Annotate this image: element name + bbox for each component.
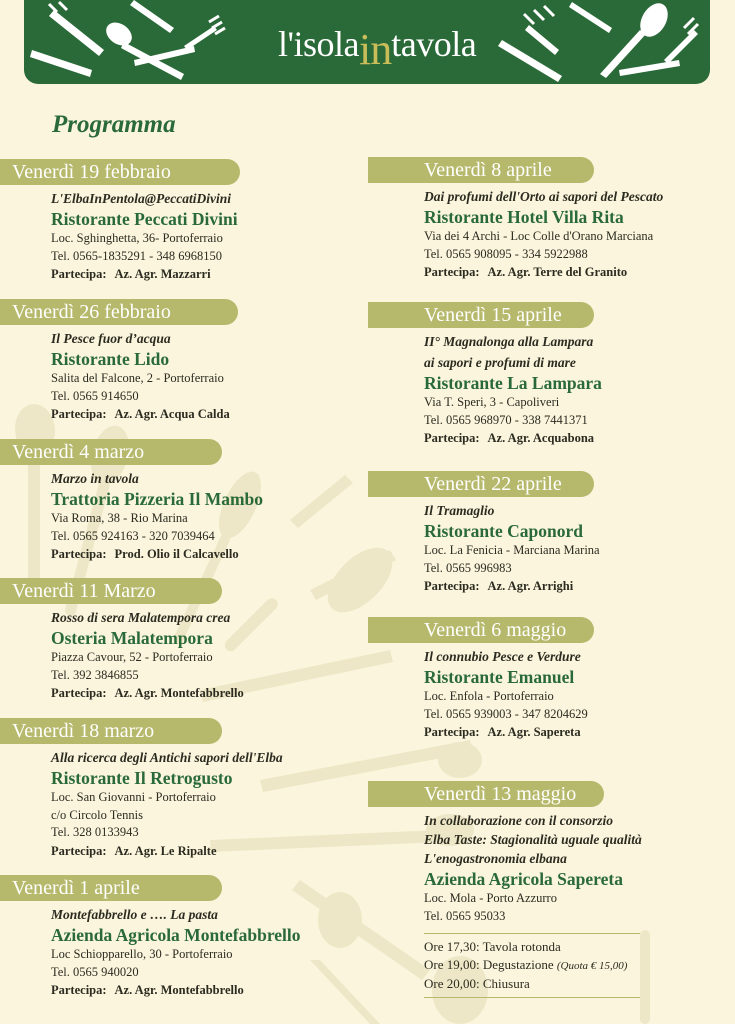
event-card xyxy=(0,299,238,424)
event-participant: Partecipa: Prod. Olio il Calcavello xyxy=(51,547,239,561)
event-phone: Tel. 0565 95033 xyxy=(424,908,506,923)
event-date: Venerdì 18 marzo xyxy=(0,718,222,744)
event-venue: Azienda Agricola Montefabbrello xyxy=(51,925,301,945)
event-date: Venerdì 19 febbraio xyxy=(0,159,240,185)
event-card xyxy=(0,718,283,861)
event-subtitle: Il Pesce fuor d’acqua xyxy=(51,331,171,346)
event-subtitle: Montefabbrello e …. La pasta xyxy=(51,907,218,922)
event-participant: Partecipa: Az. Agr. Terre del Granito xyxy=(424,265,628,279)
event-subtitle: Rosso di sera Malatempora crea xyxy=(51,610,231,625)
event-address: Loc Schiopparello, 30 - Portoferraio xyxy=(51,947,233,961)
header-banner xyxy=(24,0,710,84)
event-address: Salita del Falcone, 2 - Portoferraio xyxy=(51,371,224,385)
event-card xyxy=(368,617,594,742)
event-phone: Tel. 392 3846855 xyxy=(51,667,139,682)
event-phone: Tel. 328 0133943 xyxy=(51,825,139,839)
event-venue: Ristorante La Lampara xyxy=(424,373,602,393)
event-participant: Partecipa: Az. Agr. Acquabona xyxy=(424,431,595,445)
logo-text-in: in xyxy=(358,25,392,74)
event-participant: Partecipa: Az. Agr. Acqua Calda xyxy=(51,407,230,421)
event-address: Via dei 4 Archi - Loc Colle d'Orano Marciana xyxy=(424,229,654,243)
schedule-row: Ore 20,00: Chiusura xyxy=(424,976,530,991)
event-venue: Osteria Malatempora xyxy=(51,628,213,648)
logo-text-post: tavola xyxy=(391,24,477,64)
event-venue: Azienda Agricola Sapereta xyxy=(424,869,623,889)
event-phone: Tel. 0565 914650 xyxy=(51,388,139,403)
event-subtitle: Il connubio Pesce e Verdure xyxy=(424,649,581,664)
event-phone: Tel. 0565 968970 - 338 7441371 xyxy=(424,412,588,427)
event-phone: Tel. 0565-1835291 - 348 6968150 xyxy=(51,248,222,263)
event-card xyxy=(368,302,602,448)
event-date: Venerdì 13 maggio xyxy=(368,781,604,807)
event-date: Venerdì 1 aprile xyxy=(0,875,222,901)
event-subtitle-line2: ai sapori e profumi di mare xyxy=(424,355,576,370)
event-phone: Tel. 0565 996983 xyxy=(424,560,512,575)
event-card xyxy=(368,781,642,998)
event-venue: Ristorante Emanuel xyxy=(424,667,575,687)
event-subtitle: L'ElbaInPentola@PeccatiDivini xyxy=(51,191,231,206)
event-address: Loc. Mola - Porto Azzurro xyxy=(424,891,557,905)
event-date: Venerdì 11 Marzo xyxy=(0,578,222,604)
event-phone: Tel. 0565 924163 - 320 7039464 xyxy=(51,528,215,543)
program-title: Programma xyxy=(52,111,176,138)
event-date: Venerdì 6 maggio xyxy=(368,617,594,643)
event-subtitle: Il Tramaglio xyxy=(424,503,495,518)
event-date: Venerdì 8 aprile xyxy=(368,157,594,183)
event-date: Venerdì 26 febbraio xyxy=(0,299,238,325)
event-address: Piazza Cavour, 52 - Portoferraio xyxy=(51,650,213,664)
event-venue: Ristorante Hotel Villa Rita xyxy=(424,207,624,227)
event-venue: Ristorante Il Retrogusto xyxy=(51,768,233,788)
event-schedule xyxy=(424,933,640,998)
event-address: Loc. La Fenicia - Marciana Marina xyxy=(424,543,600,557)
event-participant: Partecipa: Az. Agr. Mazzarri xyxy=(51,267,211,281)
event-card xyxy=(368,471,600,596)
event-subtitle-line2: Elba Taste: Stagionalità uguale qualità xyxy=(424,832,642,847)
event-participant: Partecipa: Az. Agr. Arrighi xyxy=(424,579,574,593)
event-participant: Partecipa: Az. Agr. Montefabbrello xyxy=(51,983,244,997)
event-venue: Trattoria Pizzeria Il Mambo xyxy=(51,489,264,509)
event-participant: Partecipa: Az. Agr. Le Ripalte xyxy=(51,843,217,858)
event-address: Loc. Sghinghetta, 36- Portoferraio xyxy=(51,231,223,245)
event-date: Venerdì 22 aprile xyxy=(368,471,594,497)
event-venue: Ristorante Peccati Divini xyxy=(51,209,238,229)
event-address: Loc. San Giovanni - Portoferraio xyxy=(51,790,216,804)
event-address: Via Roma, 38 - Rio Marina xyxy=(51,511,188,525)
event-subtitle-line3: L'enogastronomia elbana xyxy=(424,851,567,866)
event-subtitle: In collaborazione con il consorzio xyxy=(424,813,614,828)
event-subtitle: Marzo in tavola xyxy=(51,471,139,486)
event-participant: Partecipa: Az. Agr. Montefabbrello xyxy=(51,686,244,700)
event-subtitle: Dai profumi dell'Orto ai sapori del Pescato xyxy=(424,189,664,204)
event-card xyxy=(0,875,301,1000)
event-address: Loc. Enfola - Portoferraio xyxy=(424,689,554,703)
event-card xyxy=(0,159,240,284)
schedule-row: Ore 17,30: Tavola rotonda xyxy=(424,939,561,954)
event-phone: Tel. 0565 939003 - 347 8204629 xyxy=(424,706,588,721)
event-card xyxy=(0,439,263,564)
schedule-row: Ore 19,00: Degustazione (Quota € 15,00) xyxy=(424,957,628,972)
event-participant: Partecipa: Az. Agr. Sapereta xyxy=(424,725,581,739)
brand-logo xyxy=(278,16,477,74)
event-subtitle: Alla ricerca degli Antichi sapori dell'Elba xyxy=(51,750,283,765)
event-venue: Ristorante Lido xyxy=(51,349,170,369)
event-venue: Ristorante Caponord xyxy=(424,521,583,541)
event-subtitle: II° Magnalonga alla Lampara xyxy=(424,334,594,349)
event-address-line2: c/o Circolo Tennis xyxy=(51,807,143,822)
event-date: Venerdì 15 aprile xyxy=(368,302,594,328)
schedule-price-note: (Quota € 15,00) xyxy=(556,960,628,972)
event-card xyxy=(368,157,663,282)
event-phone: Tel. 0565 908095 - 334 5922988 xyxy=(424,246,588,261)
event-address: Via T. Speri, 3 - Capoliveri xyxy=(424,395,560,409)
event-card xyxy=(0,578,244,703)
event-phone: Tel. 0565 940020 xyxy=(51,964,139,979)
logo-text-pre: l'isola xyxy=(278,24,359,64)
event-date: Venerdì 4 marzo xyxy=(0,439,222,465)
